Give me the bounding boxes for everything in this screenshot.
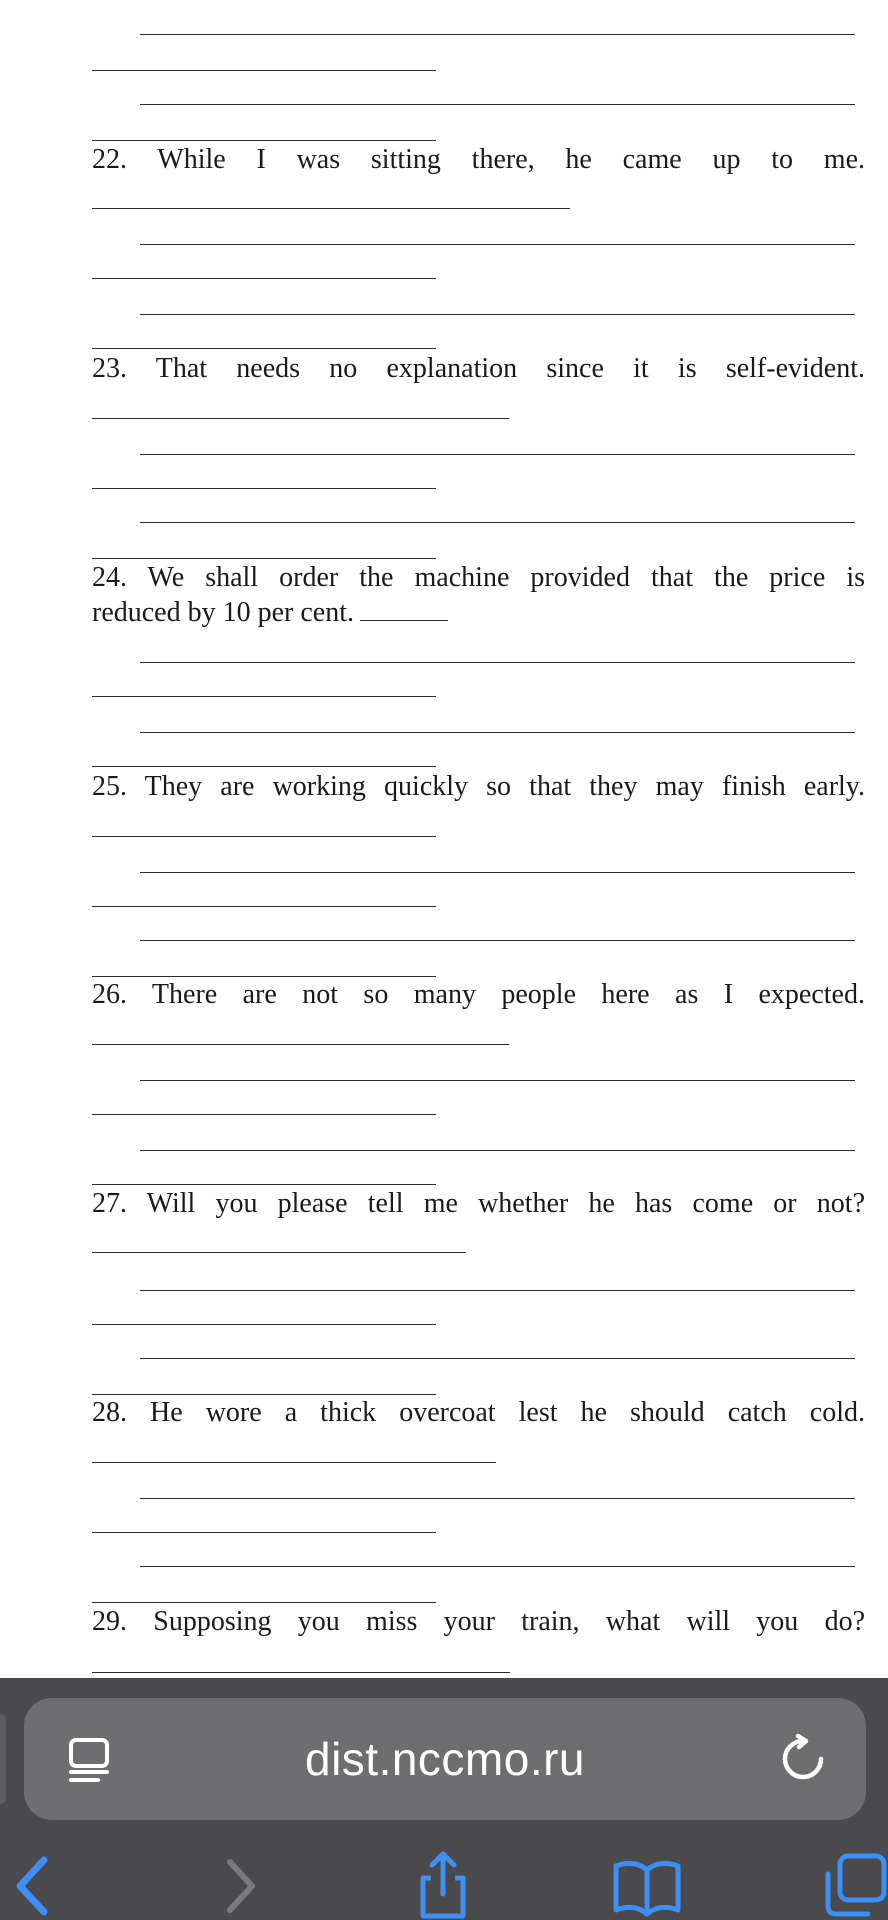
answer-line xyxy=(92,1462,496,1463)
question-number: 25. xyxy=(92,771,127,802)
question-24 xyxy=(92,561,865,595)
question-number: 28. xyxy=(92,1397,127,1428)
question-29 xyxy=(92,1605,865,1639)
question-text: They are working quickly so that they may finish early. xyxy=(144,771,865,802)
answer-line xyxy=(92,1532,436,1533)
question-26 xyxy=(92,978,865,1012)
question-number: 29. xyxy=(92,1606,127,1637)
answer-line xyxy=(140,34,855,35)
answer-line xyxy=(140,454,855,455)
question-28 xyxy=(92,1396,865,1430)
answer-line xyxy=(140,314,855,315)
answer-line xyxy=(140,1358,855,1359)
answer-line xyxy=(92,696,436,697)
answer-line xyxy=(92,1184,436,1185)
question-number: 22. xyxy=(92,144,127,175)
answer-line xyxy=(92,140,436,141)
question-27 xyxy=(92,1187,865,1221)
answer-line xyxy=(92,1044,509,1045)
question-text: Will you please tell me whether he has come or not? xyxy=(146,1188,865,1219)
answer-line xyxy=(140,1566,855,1567)
answer-line xyxy=(140,940,855,941)
question-text: We shall order the machine provided that the price is xyxy=(147,562,865,593)
book-icon[interactable] xyxy=(612,1850,682,1920)
answer-blank xyxy=(360,598,448,621)
answer-line xyxy=(92,1324,436,1325)
answer-line xyxy=(92,1252,466,1253)
answer-line xyxy=(140,1150,855,1151)
question-number: 26. xyxy=(92,979,127,1010)
answer-line xyxy=(92,1602,436,1603)
question-number: 27. xyxy=(92,1188,127,1219)
question-text: Supposing you miss your train, what will you do? xyxy=(153,1606,865,1637)
question-text: That needs no explanation since it is self-evident. xyxy=(155,353,865,384)
question-23 xyxy=(92,352,865,386)
question-number: 24. xyxy=(92,562,127,593)
share-icon[interactable] xyxy=(408,1850,478,1920)
address-bar[interactable] xyxy=(24,1698,866,1820)
answer-line xyxy=(92,1114,436,1115)
url-text[interactable]: dist.nccmo.ru xyxy=(304,1733,586,1785)
question-22 xyxy=(92,143,865,177)
reader-mode-icon[interactable] xyxy=(62,1732,116,1786)
answer-line xyxy=(140,522,855,523)
question-number: 23. xyxy=(92,353,127,384)
question-text: He wore a thick overcoat lest he should catch cold. xyxy=(150,1397,865,1428)
answer-line xyxy=(92,418,509,419)
question-25 xyxy=(92,770,865,804)
answer-line xyxy=(140,244,855,245)
answer-line xyxy=(140,104,855,105)
chevron-right-icon[interactable] xyxy=(206,1850,276,1920)
answer-line xyxy=(92,1394,436,1395)
reload-icon[interactable] xyxy=(776,1732,830,1786)
answer-line xyxy=(92,208,570,209)
chevron-left-icon[interactable] xyxy=(2,1850,72,1920)
tabs-icon[interactable] xyxy=(822,1850,888,1920)
answer-line xyxy=(92,766,436,767)
answer-line xyxy=(92,488,436,489)
answer-line xyxy=(140,732,855,733)
answer-line xyxy=(92,348,436,349)
answer-line xyxy=(140,1290,855,1291)
answer-line xyxy=(140,872,855,873)
question-text: There are not so many people here as I expected. xyxy=(151,979,865,1010)
answer-line xyxy=(140,1498,855,1499)
answer-line xyxy=(92,278,436,279)
question-24-continuation xyxy=(92,596,448,630)
answer-line xyxy=(92,976,436,977)
browser-toolbar xyxy=(0,1678,888,1920)
answer-line xyxy=(92,1672,510,1673)
answer-line xyxy=(140,662,855,663)
answer-line xyxy=(140,1080,855,1081)
previous-tab-edge[interactable] xyxy=(0,1714,6,1804)
question-text-continuation: reduced by 10 per cent. xyxy=(92,597,354,628)
answer-line xyxy=(92,558,436,559)
answer-line xyxy=(92,70,436,71)
question-text: While I was sitting there, he came up to me. xyxy=(157,144,866,175)
answer-line xyxy=(92,906,436,907)
answer-line xyxy=(92,836,436,837)
